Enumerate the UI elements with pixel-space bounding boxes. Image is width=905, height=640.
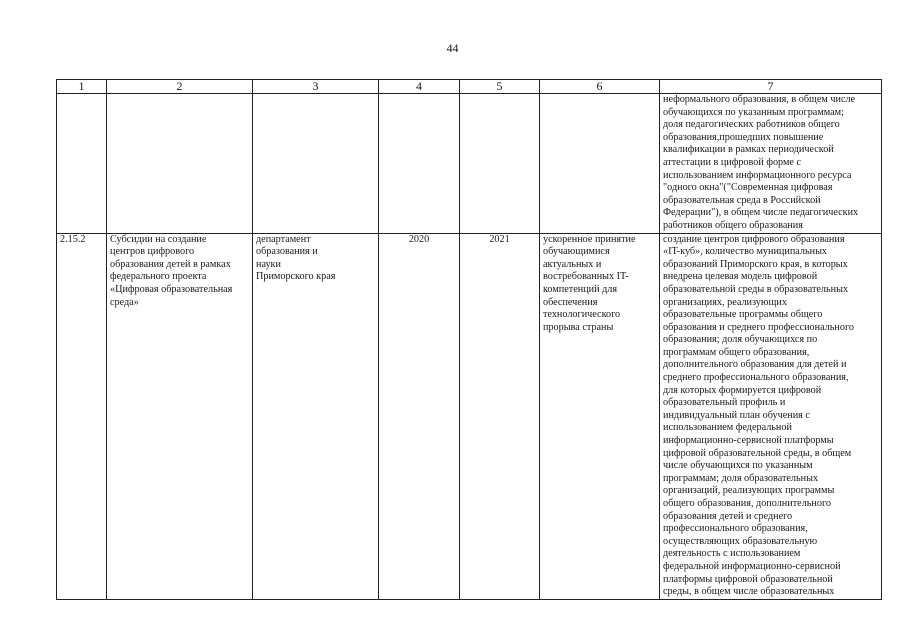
text-line: "одного окна"("Современная цифровая [663, 182, 833, 194]
text-line: доля педагогических работников общего [663, 119, 840, 131]
start-year-cell: 2020 [379, 233, 460, 599]
text-line: информационно-сервисной платформы [663, 435, 834, 447]
expected-result-cell [540, 94, 660, 234]
text-line: «IT-куб», количество муниципальных [663, 246, 828, 258]
text-line: платформы цифровой образовательной [663, 573, 833, 585]
text-line: организациях, реализующих [663, 296, 787, 308]
text-line: востребованных IT- [543, 271, 629, 283]
text-line: индивидуальный план обучения с [663, 409, 810, 421]
measure-name-cell [107, 233, 253, 599]
executor-cell [253, 94, 379, 234]
text-line: образований Приморского края, в которых [663, 258, 848, 270]
text-line: программам; доля образовательных [663, 472, 819, 484]
start-year-cell [379, 94, 460, 234]
text-line: Приморского края [256, 271, 336, 283]
text-line: квалификации в рамках периодической [663, 144, 834, 156]
text-line: образования детей и среднего [663, 510, 793, 522]
text-line: департамент [256, 233, 311, 245]
text-line: программам общего образования, [663, 346, 810, 358]
text-line: дополнительного образования для детей и [663, 359, 847, 371]
text-line: образования; доля обучающихся по [663, 334, 818, 346]
column-number-3: 3 [253, 80, 379, 94]
indicator-cell [660, 233, 882, 599]
text-line: для которых формируется цифровой [663, 384, 822, 396]
text-line: числе обучающихся по указанным [663, 460, 813, 472]
column-number-2: 2 [107, 80, 253, 94]
text-line: федерального проекта [110, 271, 207, 283]
text-line: компетенций для [543, 283, 618, 295]
end-year-cell: 2021 [460, 233, 540, 599]
column-number-7: 7 [660, 80, 882, 94]
text-line: федеральной информационно-сервисной [663, 560, 841, 572]
table-row-2-15-2 [57, 233, 882, 599]
column-number-1: 1 [57, 80, 107, 94]
text-line: технологического [543, 309, 621, 321]
text-line: деятельность с использованием [663, 548, 801, 560]
text-line: науки [256, 258, 281, 270]
measures-table [56, 79, 882, 600]
text-line: среднего профессионального образования, [663, 372, 849, 384]
text-line: общего образования, дополнительного [663, 498, 831, 509]
expected-result-cell [540, 233, 660, 599]
column-number-5: 5 [460, 80, 540, 94]
table-row-continuation [57, 94, 882, 234]
column-number-4: 4 [379, 80, 460, 94]
text-line: обеспечения [543, 296, 598, 308]
text-line: образования детей в рамках [110, 258, 231, 270]
text-line: работников общего образования [663, 219, 803, 231]
text-line: цифровой образовательной среды, в общем [663, 447, 852, 459]
text-line: актуальных и [543, 258, 602, 270]
text-line: использованием информационного ресурса [663, 169, 852, 181]
text-line: неформального образования, в общем числе [663, 94, 856, 105]
end-year-cell [460, 94, 540, 234]
text-line: образовательный профиль и [663, 397, 786, 409]
executor-cell [253, 233, 379, 599]
text-line: внедрена целевая модель цифровой [663, 271, 818, 283]
text-line: обучающимися [543, 246, 610, 258]
text-line: образования и [256, 246, 318, 258]
indicator-cell [660, 94, 882, 234]
text-line: использованием федеральной [663, 422, 792, 434]
item-number-cell: 2.15.2 [57, 233, 107, 599]
text-line: образования,прошедших повышение [663, 131, 824, 143]
text-line: образования и среднего профессионального [663, 321, 854, 333]
text-line: аттестации в цифровой форме с [663, 156, 802, 168]
text-line: образовательной среды в образовательных [663, 283, 849, 295]
text-line: среда» [110, 296, 139, 308]
column-number-row [57, 80, 882, 94]
text-line: организаций, реализующих программы [663, 485, 835, 497]
text-line: образовательные программы общего [663, 309, 823, 321]
text-line: осуществляющих образовательную [663, 535, 818, 547]
text-line: обучающихся по указанным программам; [663, 106, 844, 118]
text-line: среды, в общем числе образовательных [663, 586, 835, 598]
text-line: создание центров цифрового образования [663, 233, 845, 245]
text-line: «Цифровая образовательная [110, 283, 233, 295]
text-line: центров цифрового [110, 246, 195, 258]
text-line: профессионального образования, [663, 523, 808, 535]
text-line: образовательная среда в Российской [663, 194, 821, 206]
text-line: ускоренное принятие [543, 233, 636, 245]
text-line: Федерации"), в общем числе педагогических [663, 207, 859, 219]
item-number-cell [57, 94, 107, 234]
page-number: 44 [446, 41, 459, 55]
column-number-6: 6 [540, 80, 660, 94]
measure-name-cell [107, 94, 253, 234]
text-line: прорыва страны [543, 321, 614, 333]
text-line: Субсидии на создание [110, 233, 207, 245]
